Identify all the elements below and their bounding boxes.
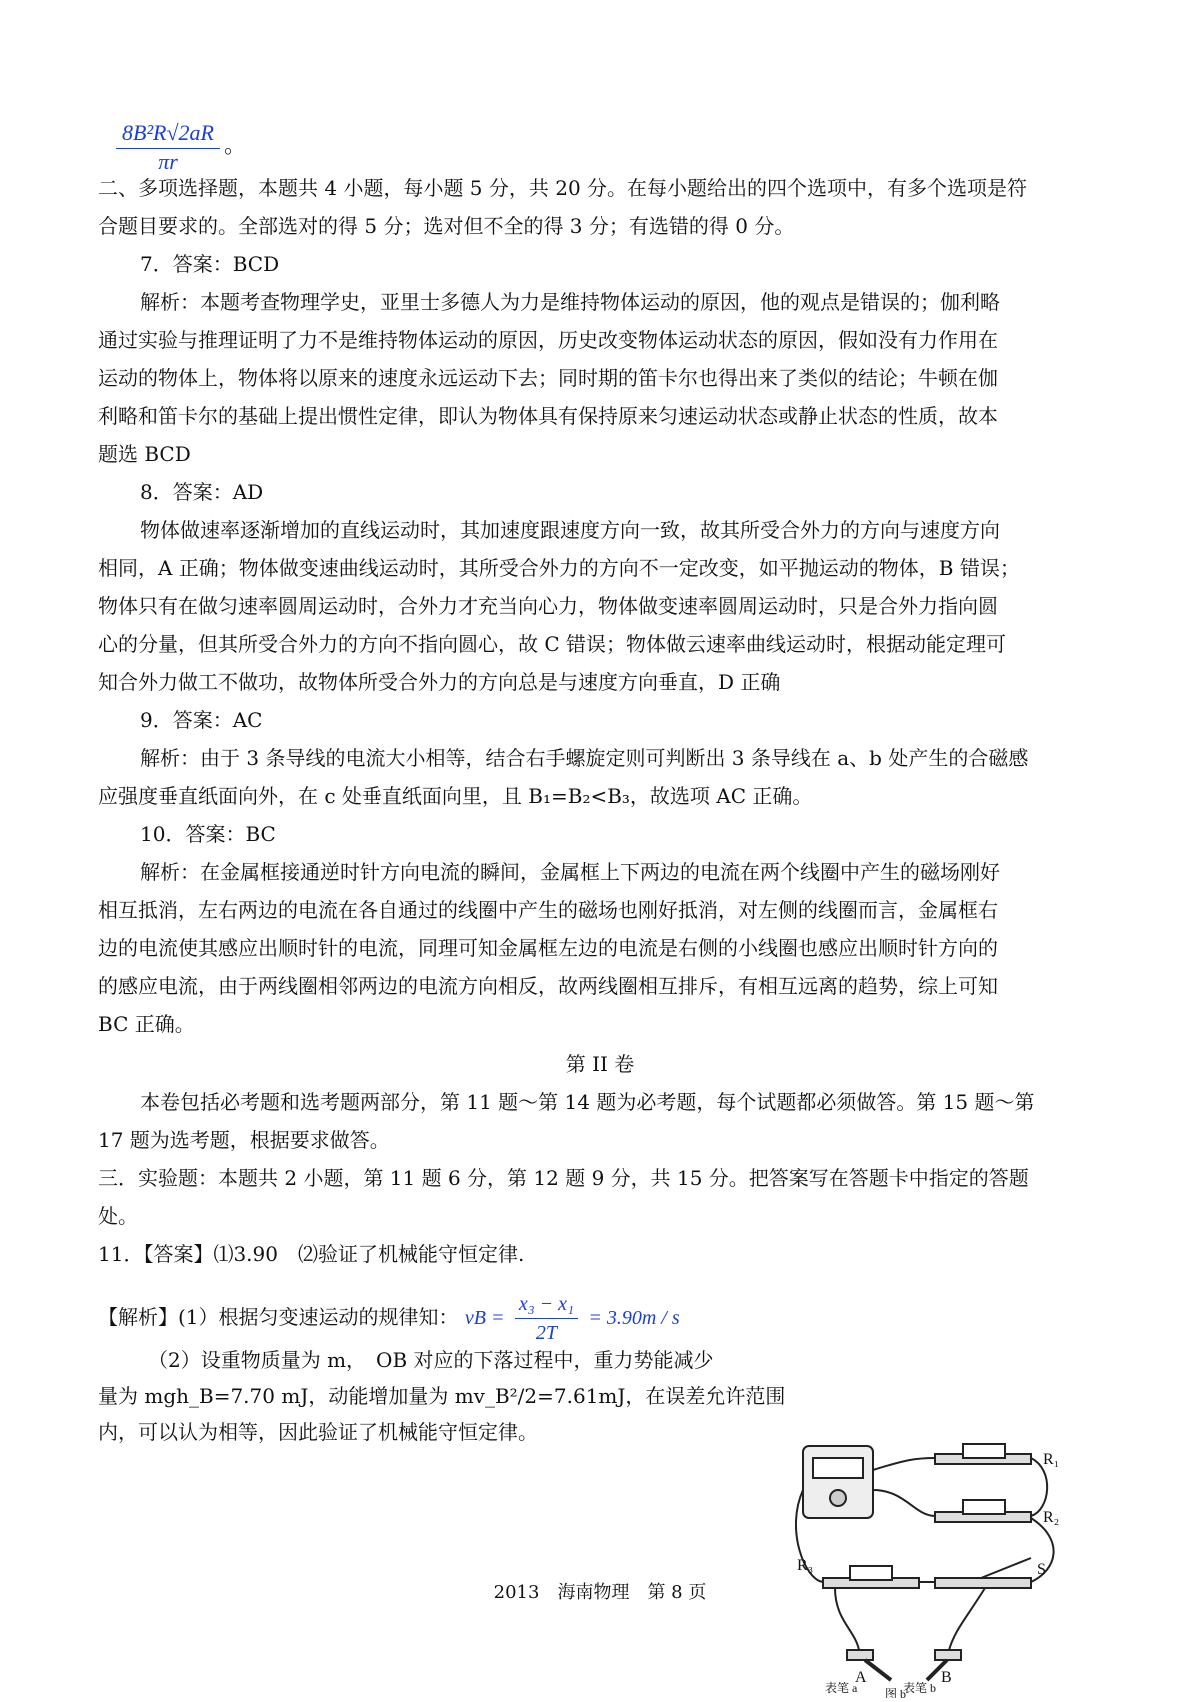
q8-answer: 8．答案：AD: [140, 480, 264, 504]
label-b: B: [941, 1669, 952, 1686]
q11-analysis-4: 内，可以认为相等，因此验证了机械能守恒定律。: [98, 1420, 538, 1444]
section3-line2: 处。: [98, 1204, 138, 1228]
circuit-diagram: [795, 1440, 1145, 1698]
terminal-b: [935, 1650, 961, 1660]
q10-text-2: 相互抵消，左右两边的电流在各自通过的线圈中产生的磁场也刚好抵消，对左侧的线圈而言，金属框右: [98, 898, 998, 922]
q7-text-2: 通过实验与推理证明了力不是维持物体运动的原因，历史改变物体运动状态的原因，假如没有力作用在: [98, 328, 998, 352]
formula-vb-denominator: 2T: [535, 1322, 557, 1344]
section2-line2: 合题目要求的。全部选对的得 5 分；选对但不全的得 3 分；有选错的得 0 分。: [98, 214, 795, 238]
q11-answer: 11．【答案】⑴3.90 ⑵验证了机械能守恒定律.: [98, 1242, 525, 1266]
volume-2-text-2: 17 题为选考题，根据要求做答。: [98, 1128, 390, 1152]
q9-text-1: 解析：由于 3 条导线的电流大小相等，结合右手螺旋定则可判断出 3 条导线在 a、b 处产生的合磁感: [140, 746, 1029, 770]
q8-text-1: 物体做速率逐渐增加的直线运动时，其加速度跟速度方向一致，故其所受合外力的方向与速度方向: [140, 518, 1000, 542]
formula-top-numerator: 8B²R√2aR: [116, 118, 220, 149]
q11-analysis-3: 量为 mgh_B=7.70 mJ，动能增加量为 mv_B²/2=7.61mJ，在误差允许范围: [98, 1384, 786, 1408]
q8-text-5: 知合外力做工不做功，故物体所受合外力的方向总是与速度方向垂直，D 正确: [98, 670, 781, 694]
volume-2-title: 第 II 卷: [565, 1052, 635, 1076]
formula-top: [112, 118, 246, 175]
formula-top-denominator: πr: [158, 149, 178, 174]
q8-text-3: 物体只有在做匀速率圆周运动时，合外力才充当向心力，物体做变速率圆周运动时，只是合外力指向圆: [98, 594, 998, 618]
q11-analysis-2: （2）设重物质量为 m， OB 对应的下落过程中，重力势能减少: [148, 1348, 714, 1372]
q11-analysis-1: [98, 1290, 680, 1347]
figure-caption: 图 b: [885, 1687, 907, 1698]
q9-text-2: 应强度垂直纸面向外，在 c 处垂直纸面向里，且 B₁=B₂<B₃，故选项 AC 正确。: [98, 784, 813, 808]
terminal-a: [847, 1650, 873, 1660]
label-probe-a: 表笔 a: [825, 1681, 858, 1695]
label-r2: R₂: [1043, 1509, 1060, 1526]
q11-analysis-label: 【解析】(1）根据匀变速运动的规律知：: [98, 1305, 459, 1329]
q9-answer: 9．答案：AC: [140, 708, 263, 732]
page-footer: 2013 海南物理 第 8 页: [493, 1582, 707, 1603]
circuit-figure: [795, 1440, 1145, 1698]
label-s: S: [1037, 1561, 1046, 1578]
multimeter: [803, 1446, 873, 1518]
label-r3: R₃: [797, 1557, 814, 1574]
formula-vb-lhs: vB =: [464, 1307, 505, 1329]
q10-answer: 10．答案：BC: [140, 822, 276, 846]
formula-top-suffix: 。: [224, 133, 247, 159]
q10-text-4: 的感应电流，由于两线圈相邻两边的电流方向相反，故两线圈相互排斥，有相互远离的趋势，综上可知: [98, 974, 998, 998]
q10-text-3: 边的电流使其感应出顺时针的电流，同理可知金属框左边的电流是右侧的小线圈也感应出顺时针方向的: [98, 936, 998, 960]
q10-text-1: 解析：在金属框接通逆时针方向电流的瞬间，金属框上下两边的电流在两个线圈中产生的磁场刚好: [140, 860, 1000, 884]
q10-text-5: BC 正确。: [98, 1012, 195, 1036]
q8-text-2: 相同，A 正确；物体做变速曲线运动时，其所受合外力的方向不一定改变，如平抛运动的物体，B 错误；: [98, 556, 1020, 580]
q7-text-4: 利略和笛卡尔的基础上提出惯性定律，即认为物体具有保持原来匀速运动状态或静止状态的性质，故本: [98, 404, 998, 428]
section2-line1: 二、多项选择题，本题共 4 小题，每小题 5 分，共 20 分。在每小题给出的四个选项中，有多个选项是符: [98, 176, 1028, 200]
q7-text-1: 解析：本题考查物理学史，亚里士多德人为力是维持物体运动的原因，他的观点是错误的；伽利略: [140, 290, 1000, 314]
q7-answer: 7．答案：BCD: [140, 252, 280, 276]
formula-vb-numerator: x₃ − x₁: [515, 1290, 578, 1319]
section3-line1: 三．实验题：本题共 2 小题，第 11 题 6 分，第 12 题 9 分，共 15 分。把答案写在答题卡中指定的答题: [98, 1166, 1029, 1190]
formula-vb-rhs: = 3.90m / s: [588, 1307, 680, 1329]
label-probe-b: 表笔 b: [903, 1681, 937, 1695]
q7-text-5: 题选 BCD: [98, 442, 191, 466]
label-a: A: [855, 1669, 867, 1686]
q7-text-3: 运动的物体上，物体将以原来的速度永远运动下去；同时期的笛卡尔也得出来了类似的结论；牛顿在伽: [98, 366, 998, 390]
label-r1: R₁: [1043, 1451, 1060, 1468]
q8-text-4: 心的分量，但其所受合外力的方向不指向圆心，故 C 错误；物体做云速率曲线运动时，根据动能定理可: [98, 632, 1007, 656]
volume-2-text-1: 本卷包括必考题和选考题两部分，第 11 题～第 14 题为必考题，每个试题都必须做答。第 15 题～第: [140, 1090, 1035, 1114]
